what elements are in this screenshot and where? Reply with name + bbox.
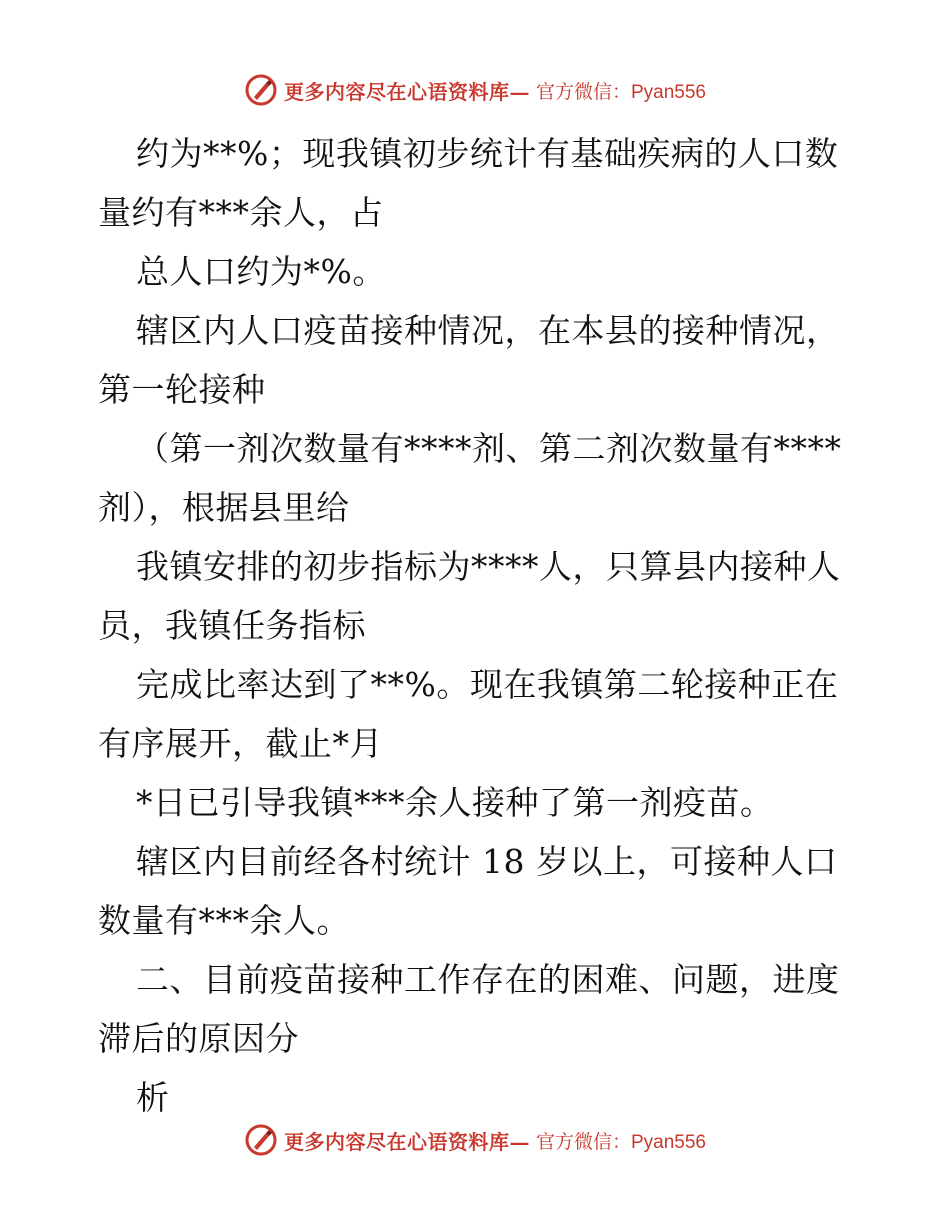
banner-text: 更多内容尽在心语资料库— bbox=[283, 79, 530, 104]
text-line: 辖区内目前经各村统计 18 岁以上，可接种人口 bbox=[136, 842, 838, 881]
footer-banner bbox=[0, 1120, 950, 1160]
text-line: 我镇安排的初步指标为****人，只算县内接种人 bbox=[136, 547, 841, 586]
text-line: 完成比率达到了**%。现在我镇第二轮接种正在 bbox=[136, 665, 839, 704]
header-banner bbox=[0, 70, 950, 110]
text-line: 约为**%；现我镇初步统计有基础疾病的人口数 bbox=[136, 134, 839, 173]
banner-text: 更多内容尽在心语资料库— bbox=[283, 1129, 530, 1154]
text-line: （第一剂次数量有****剂、第二剂次数量有**** bbox=[136, 429, 842, 468]
pen-logo-icon bbox=[244, 73, 278, 107]
banner-wechat: 官方微信：Pyan556 bbox=[535, 81, 706, 103]
text-line: 数量有***余人。 bbox=[98, 901, 350, 940]
pen-logo-icon bbox=[244, 1123, 278, 1157]
text-line: 量约有***余人，占 bbox=[98, 193, 384, 232]
body-text bbox=[98, 124, 852, 1127]
text-line: 滞后的原因分 bbox=[98, 1019, 299, 1058]
document-body bbox=[98, 124, 852, 1127]
text-line: 总人口约为*%。 bbox=[136, 252, 386, 291]
text-line: 第一轮接种 bbox=[98, 370, 266, 409]
text-line: *日已引导我镇***余人接种了第一剂疫苗。 bbox=[136, 783, 774, 822]
text-line: 有序展开，截止*月 bbox=[98, 724, 383, 763]
text-line: 辖区内人口疫苗接种情况，在本县的接种情况， bbox=[136, 311, 840, 350]
text-line: 析 bbox=[136, 1078, 170, 1117]
text-line: 剂），根据县里给 bbox=[98, 488, 350, 527]
banner-wechat: 官方微信：Pyan556 bbox=[535, 1131, 706, 1153]
text-line: 员，我镇任务指标 bbox=[98, 606, 366, 645]
text-line: 二、目前疫苗接种工作存在的困难、问题，进度 bbox=[136, 960, 840, 999]
